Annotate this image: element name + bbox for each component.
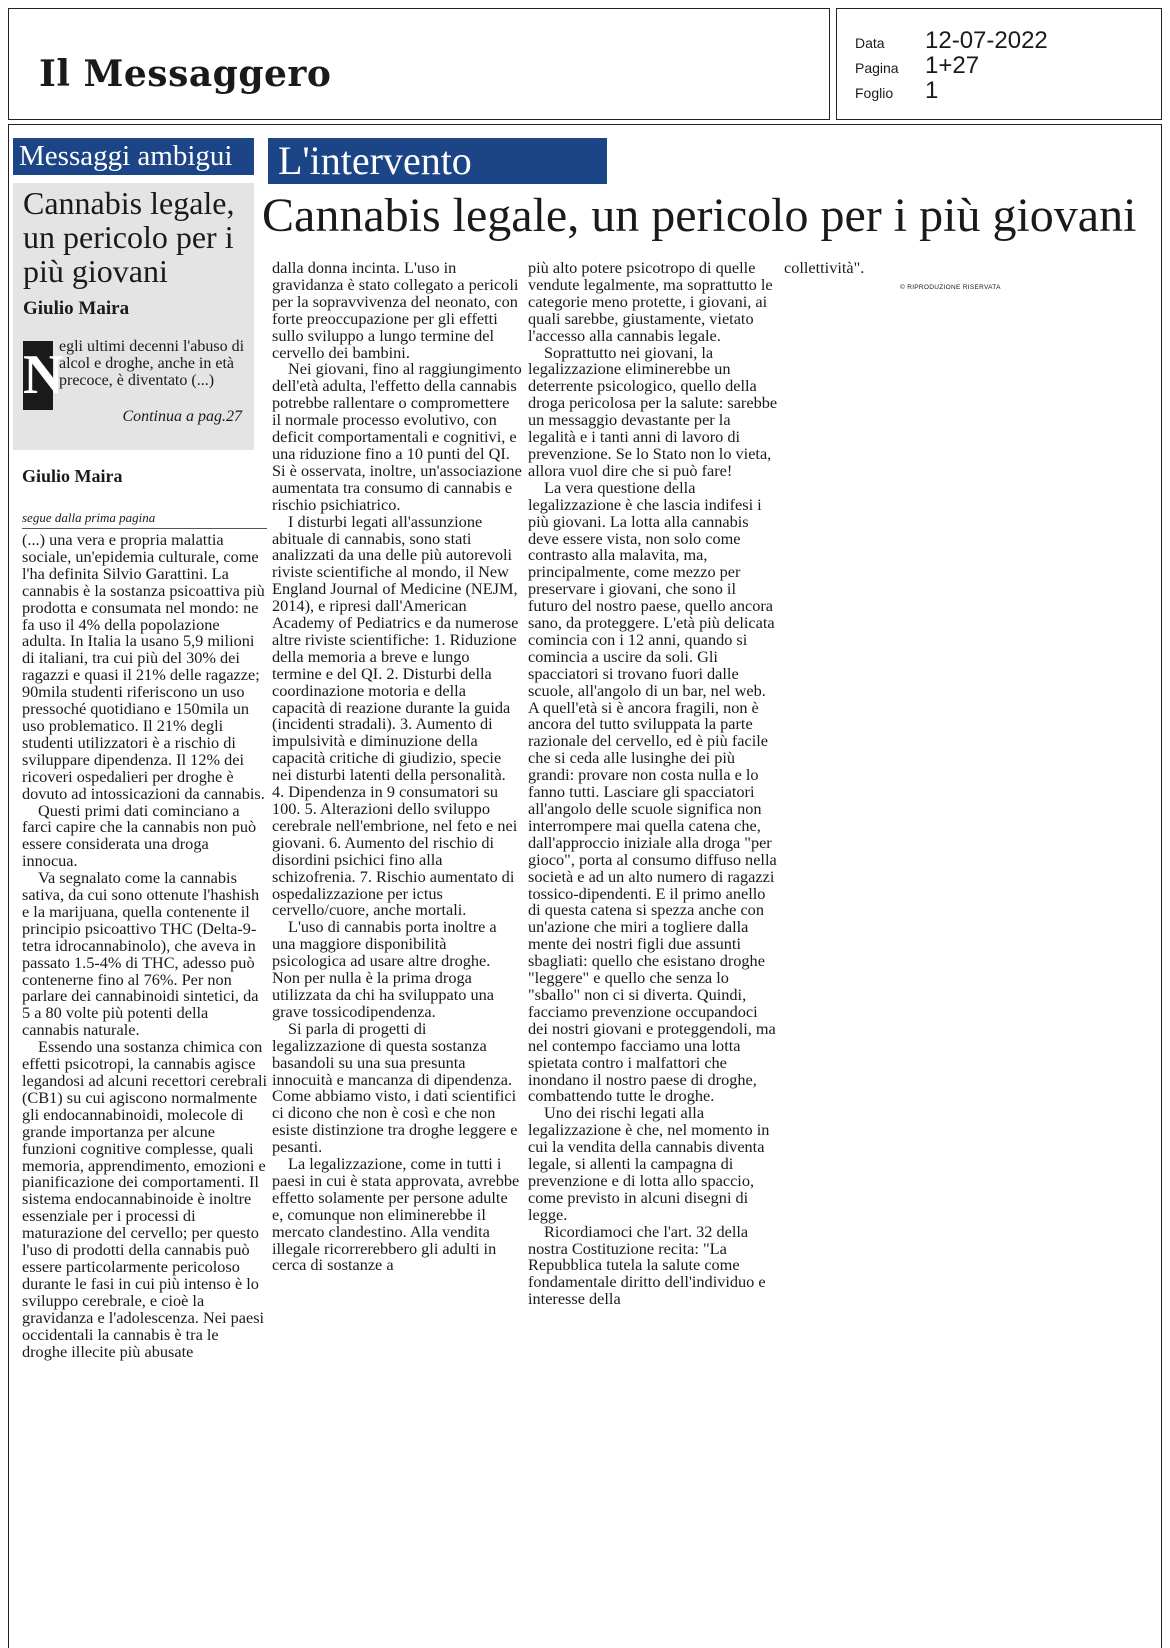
paragraph: L'uso di cannabis porta inoltre a una maggiore disponibilità psicologica ad usare altre droghe. Non per nulla è la prima droga utilizzata da chi ha sviluppato una grave tossicodipendenza.	[272, 917, 497, 1021]
paragraph: La vera questione della legalizzazione è che lascia indifesi i più giovani. La lotta alla cannabis deve essere vista, non solo come contrasto alla malavita, ma, principalmente, come mezzo per preservare i giovani, che sono il futuro del nostro paese, quello ancora sano, da proteggere. L'età più delicata comincia con i 12 anni, quando si comincia a uscire da soli. Gli spacciatori si trovano fuori dalle scuole, all'angolo di un bar, nel web. A quell'età si è ancora fragili, non è ancora del tutto sviluppata la parte razionale del cervello, ed è più facile che si ceda alle lusinghe dei più grandi: provare non costa nulla e lo fanno tutti. Lasciare gli spacciatori all'angolo delle scuole significa non interrompere mai quella catena che, dall'approccio iniziale alla droga "per gioco", porta al consumo diffuso nella società e ad un alto numero di ragazzi tossico-dipendenti. E il primo anello di questa catena si spezza anche con un'azione che miri a togliere dalla mente dei nostri figli due assunti sbagliati: quello che esistano droghe "leggere" e quello che senza lo "sballo" non ci si diverta. Quindi, facciamo prevenzione occupandoci dei nostri giovani e proteggendoli, ma nel contempo facciamo una lotta spietata contro i malfattori che inondano il nostro paese di droghe, combattendo tutte le droghe.	[528, 477, 777, 1106]
article-headline: Cannabis legale, un pericolo per i più giovani	[262, 189, 1137, 242]
article-author: Giulio Maira	[22, 466, 123, 486]
issue-meta-box	[836, 8, 1162, 120]
article-column-1	[22, 532, 267, 1644]
meta-row-pagina	[855, 52, 1161, 77]
meta-row-foglio	[855, 77, 1161, 102]
segue-note: segue dalla prima pagina	[22, 510, 267, 529]
paragraph: Nei giovani, fino al raggiungimento dell'età adulta, l'effetto della cannabis potrebbe rallentare o compromettere il normale processo evolutivo, con deficit comportamentali e cognitivi, e una riduzione fino a 10 punti del QI. Si è osservata, inoltre, un'associazione aumentata tra consumo di cannabis e rischio psichiatrico.	[272, 359, 522, 514]
paragraph: Va segnalato come la cannabis sativa, da cui sono ottenute l'hashish e la marijuana, quella contenente il principio psicoattivo THC (Delta-9-tetra idrocannabinolo), che aveva in passato 1.5-4% di THC, adesso può contenerne fino al 76%. Per non parlare dei cannabinoidi sintetici, da 5 a 80 volte più potenti della cannabis naturale.	[22, 868, 260, 1040]
paragraph: La legalizzazione, come in tutti i paesi in cui è stata approvata, avrebbe effetto solamente per persone adulte e, comunque non eliminerebbe il mercato clandestino. Alla vendita illegale ricorrerebbero gli adulti in cerca di sostanze a	[272, 1154, 520, 1275]
meta-value-pagina: 1+27	[925, 52, 980, 79]
paragraph: I disturbi legati all'assunzione abituale di cannabis, sono stati analizzati da una delle più autorevoli riviste scientifiche al mondo, il New England Journal of Medicine (NEJM, 2014), e ripresi dall'American Academy of Pediatrics e da numerose altre riviste scientifiche: 1. Riduzione della memoria a breve e lungo termine e del QI. 2. Disturbi della coordinazione motoria e della capacità di reazione durante la guida (incidenti stradali). 3. Aumento di impulsività e diminuzione della capacità critiche di giudizio, specie nei disturbi latenti della personalità. 4. Dipendenza in 9 consumatori su 100. 5. Alterazioni dello sviluppo cerebrale nell'embrione, nel feto e nei giovani. 6. Aumento del rischio di disordini psichici fino alla schizofrenia. 7. Rischio aumentato di ospedalizzazione per ictus cervello/cuore, anche mortali.	[272, 511, 519, 920]
article-column-3	[528, 260, 778, 1644]
paragraph: Uno dei rischi legati alla legalizzazione è che, nel momento in cui la vendita della cannabis diventa legale, si allenti la campagna di prevenzione e di lotta allo spaccio, come previsto in alcuni disegni di legge.	[528, 1103, 770, 1224]
meta-label-foglio: Foglio	[855, 85, 894, 101]
masthead-logo: Il Messaggero	[39, 53, 332, 95]
paragraph: Essendo una sostanza chimica con effetti psicotropi, la cannabis agisce legandosi ad alcuni recettori cerebrali (CB1) su cui agiscono normalmente gli endocannabinoidi, molecole di grande importanza per alcune funzioni cognitive complesse, quali memoria, apprendimento, emozioni e pianificazione dei comportamenti. Il sistema endocannabinoide è inoltre essenziale per i processi di maturazione del cervello; per questo l'uso di prodotti della cannabis può essere particolarmente pericoloso durante le fasi in cui più intenso è lo sviluppo cerebrale, e cioè la gravidanza e l'adolescenza. Nei paesi occidentali la cannabis è tra le droghe illecite più abusate	[22, 1037, 267, 1361]
teaser-dropcap: N	[23, 341, 53, 410]
meta-label-data: Data	[855, 35, 885, 51]
paragraph: Questi primi dati cominciano a farci capire che la cannabis non può essere considerata una droga innocua.	[22, 800, 257, 871]
article-column-2	[272, 260, 522, 1644]
paragraph: dalla donna incinta. L'uso in gravidanza è stato collegato a pericoli per la sopravvivenza del neonato, con forte preoccupazione per gli effetti sullo sviluppo a lungo termine del cervello dei bambini.	[272, 260, 519, 362]
teaser-author: Giulio Maira	[23, 298, 130, 319]
meta-value-foglio: 1	[925, 77, 939, 104]
teaser-text: egli ultimi decenni l'abuso di alcol e droghe, anche in età precoce, è diventato (...)	[59, 338, 245, 389]
meta-label-pagina: Pagina	[855, 60, 899, 76]
paragraph: Si parla di progetti di legalizzazione di questa sostanza basandoli su una sua presunta innocuità e mancanza di dipendenza. Come abbiamo visto, i dati scientifici ci dicono che non è così e che non esiste distinzione tra droghe leggere e pesanti.	[272, 1018, 518, 1157]
teaser-continue-link: Continua a pag.27	[122, 408, 242, 425]
paragraph: Soprattutto nei giovani, la legalizzazione eliminerebbe un deterrente psicologico, quello della droga pericolosa per la salute: sarebbe un messaggio devastante per la legalità e i tanti anni di lavoro di prevenzione. Se lo Stato non lo vieta, allora vuol dire che si può fare!	[528, 342, 778, 480]
paragraph: più alto potere psicotropo di quelle vendute legalmente, ma soprattutto le categorie meno protette, i giovani, ai quali sarebbe, giustamente, vietato l'accesso alla cannabis legale.	[528, 260, 773, 345]
meta-row-data	[855, 27, 1161, 52]
paragraph: Ricordiamoci che l'art. 32 della nostra Costituzione recita: "La Repubblica tutela la salute come fondamentale diritto dell'individuo e interesse della	[528, 1221, 766, 1309]
paragraph: (...) una vera e propria malattia sociale, un'epidemia culturale, come l'ha definita Silvio Garattini. La cannabis è la sostanza psicoattiva più prodotta e consumata nel mondo: ne fa uso il 4% della popolazione adulta. In Italia la usano 5,9 milioni di italiani, tra cui più del 30% dei ragazzi e quasi il 21% delle ragazze; 90mila studenti riferiscono un uso pressoché quotidiano e 150mila un uso problematico. Il 21% degli studenti utilizzatori è a rischio di sviluppare dipendenza. Il 12% dei ricoveri ospedalieri per droghe è dovuto ad intossicazioni da cannabis.	[22, 532, 265, 803]
masthead-box	[8, 8, 830, 120]
teaser-title: Cannabis legale, un pericolo per i più giovani	[23, 185, 235, 289]
front-page-teaser	[13, 183, 254, 450]
article-kicker: L'intervento	[268, 138, 607, 184]
copyright-notice: © RIPRODUZIONE RISERVATA	[900, 284, 1001, 291]
paragraph: collettività".	[784, 260, 865, 277]
teaser-kicker: Messaggi ambigui	[13, 138, 254, 175]
meta-value-data: 12-07-2022	[925, 27, 1048, 54]
teaser-body	[23, 338, 244, 425]
article-column-4	[784, 260, 934, 300]
